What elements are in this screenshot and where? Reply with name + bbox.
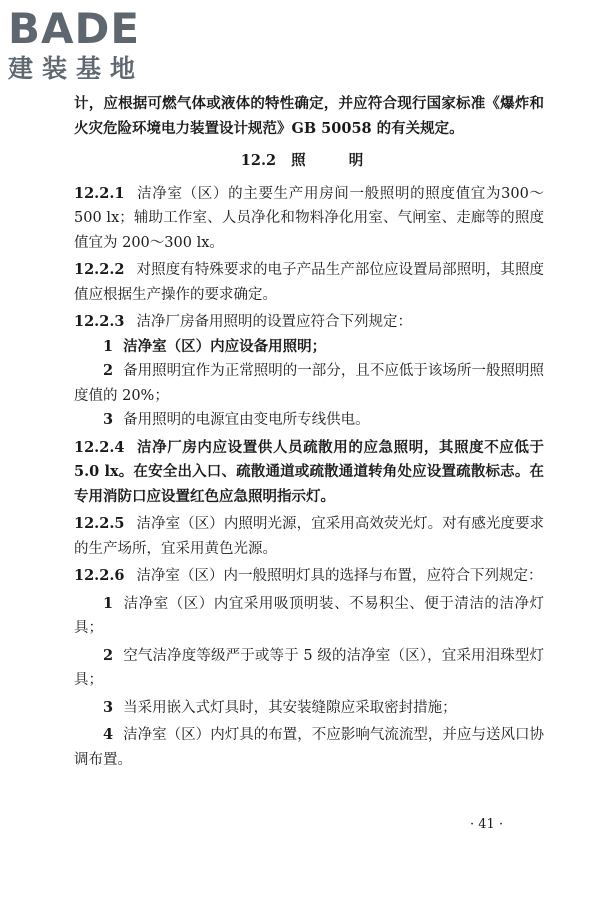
list-item: 1 洁净室（区）内应设备用照明； <box>103 337 327 355</box>
list-item: 3 当采用嵌入式灯具时，其安装缝隙应采取密封措施； <box>103 698 457 716</box>
section-heading <box>74 149 544 174</box>
clause-text: 洁净室（区）内照明光源，宜采用高效荧光灯。对有感光度要求的生产场所，宜采用黄色光源。 <box>74 516 544 557</box>
list-item: 2 空气洁净度等级严于或等于 5 级的洁净室（区），宜采用泪珠型灯具； <box>74 646 544 688</box>
intro-paragraph: 计，应根据可燃气体或液体的特性确定，并应符合现行国家标准《爆炸和火灾危险环境电力装置设计规范》GB 50058 的有关规定。 <box>74 95 544 137</box>
clause-12-2-4 <box>74 436 544 510</box>
page-number: · 41 · <box>470 817 504 832</box>
section-title: 照 明 <box>291 152 378 169</box>
clause-12-2-2 <box>74 258 544 307</box>
section-number: 12.2 <box>240 152 277 169</box>
clause-number: 12.2.1 <box>74 184 125 202</box>
clause-12-2-1 <box>74 182 544 256</box>
clause-number: 12.2.3 <box>74 313 125 330</box>
clause-12-2-3 <box>74 310 544 335</box>
page-body <box>74 92 544 772</box>
clause-text: 洁净室（区）的主要生产用房间一般照明的照度值宜为300～500 lx；辅助工作室、人员净化和物料净化用室、气闸室、走廊等的照度值宜为 200～300 lx。 <box>74 185 544 251</box>
clause-text: 洁净室（区）内一般照明灯具的选择与布置，应符合下列规定： <box>136 568 543 584</box>
logo-wordmark: BADE <box>8 4 141 53</box>
list-item: 1 洁净室（区）内宜采用吸顶明装、不易积尘、便于清洁的洁净灯具； <box>74 594 544 636</box>
clause-text: 洁净厂房备用照明的设置应符合下列规定： <box>136 314 412 330</box>
clause-text: 洁净厂房内应设置供人员疏散用的应急照明，其照度不应低于 5.0 lx。在安全出入口、疏散通道或疏散通道转角处应设置疏散标志。在专用消防口应设置红色应急照明指示灯。 <box>74 438 544 505</box>
list-item: 2 备用照明宜作为正常照明的一部分，且不应低于该场所一般照明照度值的 20%； <box>74 362 544 404</box>
clause-12-2-6 <box>74 564 544 589</box>
clause-number: 12.2.5 <box>74 515 125 532</box>
list-item: 3 备用照明的电源宜由变电所专线供电。 <box>103 411 370 428</box>
list-item: 4 洁净室（区）内灯具的布置，不应影响气流流型，并应与送风口协调布置。 <box>74 726 544 768</box>
logo-subtitle: 建装基地 <box>8 54 145 83</box>
clause-text: 对照度有特殊要求的电子产品生产部位应设置局部照明，其照度值应根据生产操作的要求确定。 <box>74 262 544 303</box>
clause-12-2-5 <box>74 512 544 561</box>
clause-number: 12.2.6 <box>74 567 125 584</box>
clause-number: 12.2.2 <box>74 261 125 278</box>
clause-number: 12.2.4 <box>74 438 125 456</box>
logo <box>8 6 178 84</box>
